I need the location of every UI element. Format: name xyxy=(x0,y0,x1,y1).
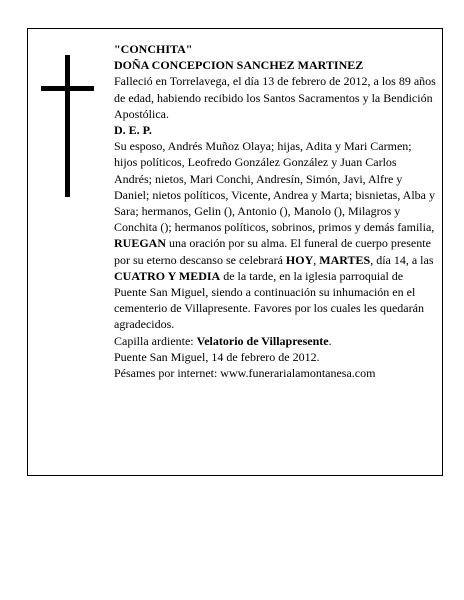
separator: , xyxy=(313,252,320,267)
hoy-label: HOY xyxy=(285,252,314,267)
dep-label: D. E. P. xyxy=(114,123,152,138)
cross-icon xyxy=(65,55,70,197)
ruegan-label: RUEGAN xyxy=(114,236,167,251)
full-name: DOÑA CONCEPCION SANCHEZ MARTINEZ xyxy=(114,58,364,73)
chapel-line xyxy=(114,333,436,349)
place-date: Puente San Miguel, 14 de febrero de 2012. xyxy=(114,349,320,364)
chapel-label: Capilla ardiente: xyxy=(114,333,197,348)
cross-icon-bar xyxy=(41,86,94,91)
chapel-name: Velatorio de Villapresente xyxy=(196,333,329,348)
death-text: Falleció en Torrelavega, el día 13 de febrero de 2012, a los 89 años de edad, habiendo recibido los Santos Sacramentos y la Bendición Apostólica. xyxy=(114,74,436,121)
time-label: CUATRO Y MEDIA xyxy=(114,268,221,283)
nickname: "CONCHITA" xyxy=(114,42,193,56)
funeral-text: de la tarde, en la iglesia parroquial de Puente San Miguel, siendo a continuación su inhumación en el cementerio de Villapresente. Favores por los cuales les quedarán agradecidos. xyxy=(114,268,424,332)
day-text: , día 14, a las xyxy=(370,252,434,267)
prayer-text: una oración por su alma. El funeral de cuerpo presente por su eterno descanso se celebrará xyxy=(114,236,431,267)
family-text: Su esposo, Andrés Muñoz Olaya; hijas, Adita y Mari Carmen; hijos políticos, Leofredo González González y Juan Carlos Andrés; nietos, Mari Conchi, Andresín, Simón, Javi, Alfre y Daniel; nietos políticos, Vicente, Andrea y Marta; bisnietas, Alba y Sara; hermanos, Gelin (), Antonio (), Manolo (), Milagros y Conchita (); hermanos políticos, sobrinos, primos y demás familia, xyxy=(114,139,435,235)
obituary-text xyxy=(114,41,436,381)
condolences-line: Pésames por internet: www.funerarialamontanesa.com xyxy=(114,366,376,381)
martes-label: MARTES xyxy=(319,252,371,267)
chapel-end: . xyxy=(328,333,332,348)
family-paragraph xyxy=(114,138,436,332)
